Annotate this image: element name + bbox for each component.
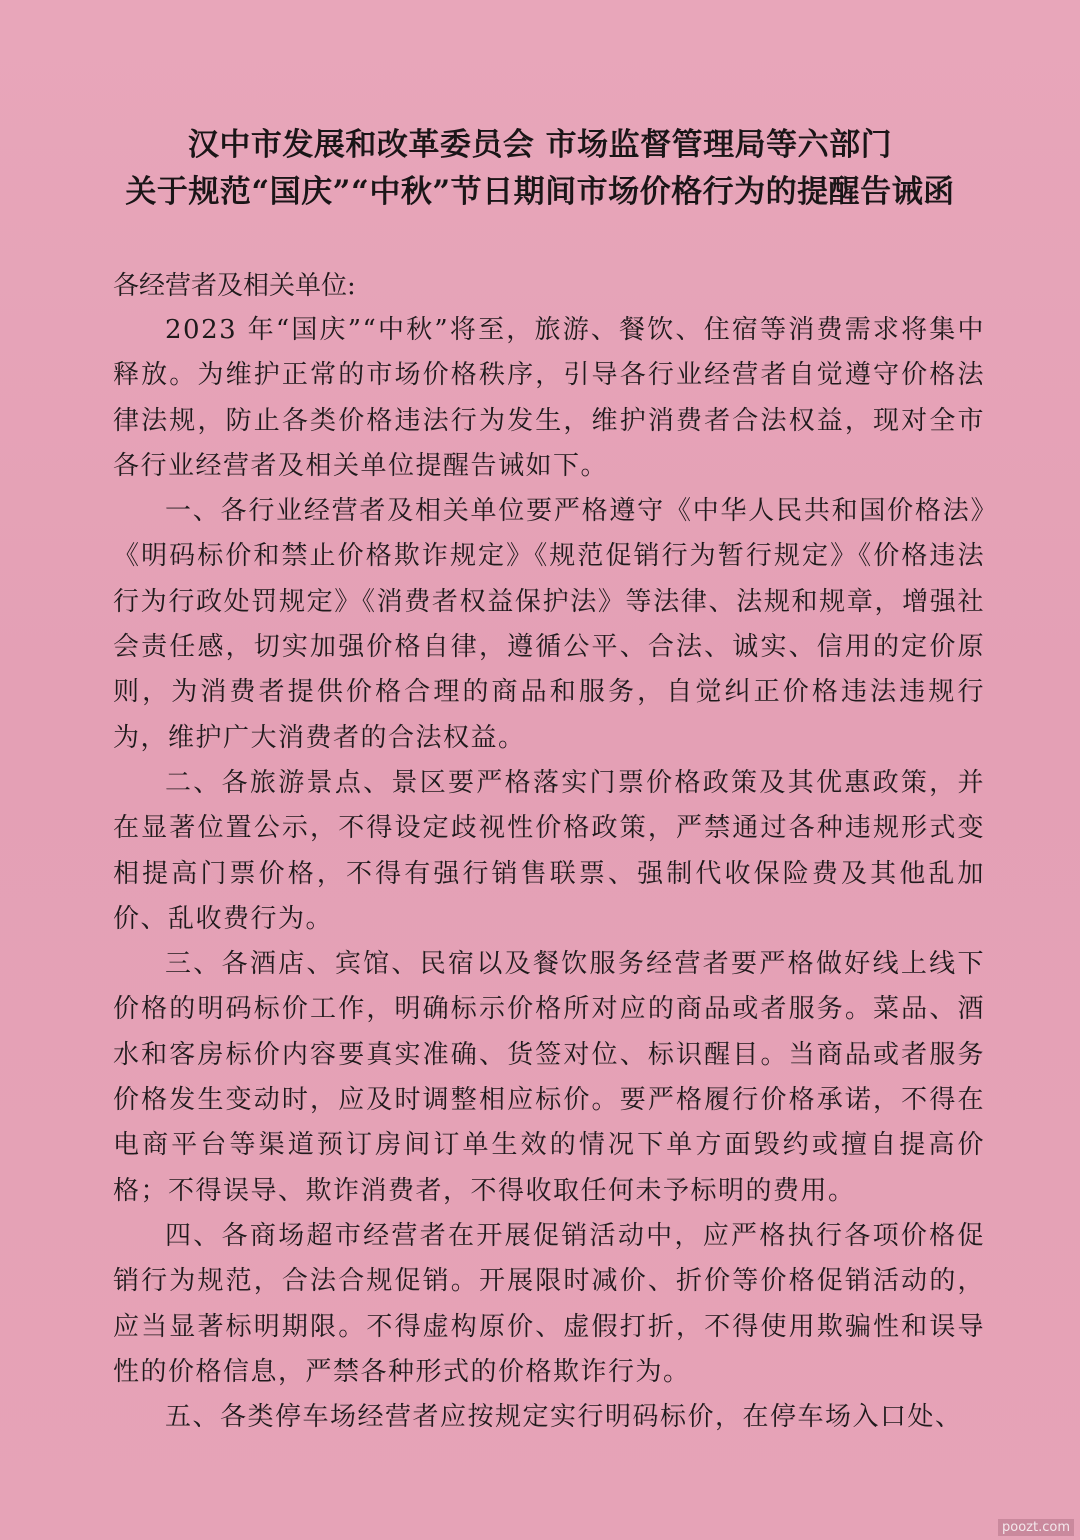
title-line-1: 汉中市发展和改革委员会 市场监督管理局等六部门	[187, 127, 893, 163]
paragraph-item-3: 三、各酒店、宾馆、民宿以及餐饮服务经营者要严格做好线上线下价格的明码标价工作，明确标示价格所对应的商品或者服务。菜品、酒水和客房标价内容要真实准确、货签对位、标识醒目。当商品或者服务价格发生变动时，应及时调整相应标价。要严格履行价格承诺，不得在电商平台等渠道预订房间订单生效的情况下单方面毁约或擅自提高价格；不得误导、欺诈消费者，不得收取任何未予标明的费用。	[113, 949, 985, 1206]
site-watermark: poozt.com	[998, 1519, 1074, 1536]
paragraph-item-1: 一、各行业经营者及相关单位要严格遵守《中华人民共和国价格法》《明码标价和禁止价格欺诈规定》《规范促销行为暂行规定》《价格违法行为行政处罚规定》《消费者权益保护法》等法律、法规和规章，增强社会责任感，切实加强价格自律，遵循公平、合法、诚实、信用的定价原则，为消费者提供价格合理的商品和服务，自觉纠正价格违法违规行为，维护广大消费者的合法权益。	[113, 496, 985, 753]
title-line-2: 关于规范“国庆”“中秋”节日期间市场价格行为的提醒告诫函	[125, 174, 955, 210]
document-body	[113, 308, 985, 1440]
document-title	[60, 122, 1020, 216]
paragraph-item-4: 四、各商场超市经营者在开展促销活动中，应严格执行各项价格促销行为规范，合法合规促销。开展限时减价、折价等价格促销活动的，应当显著标明期限。不得虚构原价、虚假打折，不得使用欺骗性和误导性的价格信息，严禁各种形式的价格欺诈行为。	[113, 1220, 985, 1387]
paragraph-item-2: 二、各旅游景点、景区要严格落实门票价格政策及其优惠政策，并在显著位置公示，不得设定歧视性价格政策，严禁通过各种违规形式变相提高门票价格，不得有强行销售联票、强制代收保险费及其他乱加价、乱收费行为。	[113, 767, 985, 934]
paragraph-intro: 2023 年“国庆”“中秋”将至，旅游、餐饮、住宿等消费需求将集中释放。为维护正常的市场价格秩序，引导各行业经营者自觉遵守价格法律法规，防止各类价格违法行为发生，维护消费者合法权益，现对全市各行业经营者及相关单位提醒告诫如下。	[113, 315, 985, 481]
salutation: 各经营者及相关单位:	[113, 271, 356, 301]
paragraph-item-5: 五、各类停车场经营者应按规定实行明码标价，在停车场入口处、	[165, 1402, 963, 1433]
